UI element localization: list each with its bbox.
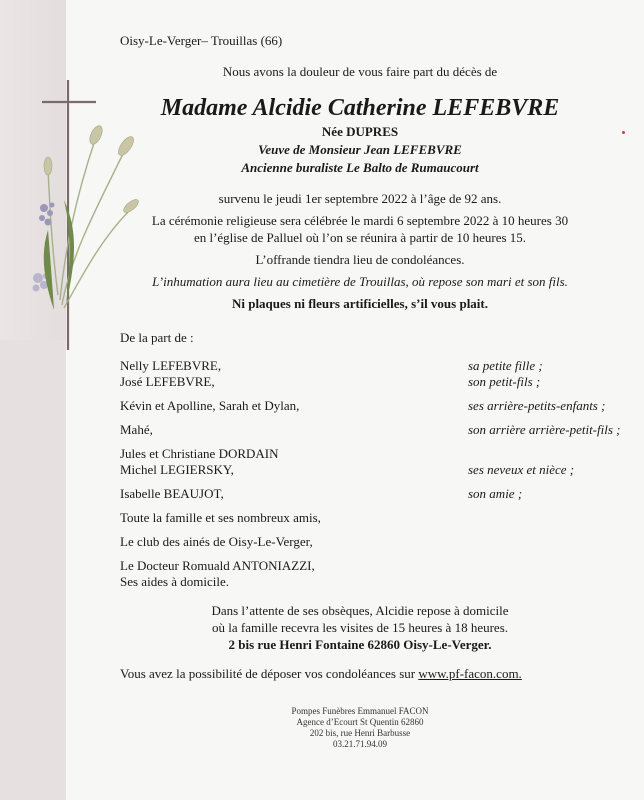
footer-phone: 03.21.71.94.09 [333, 739, 387, 749]
family-relation: son arrière arrière-petit-fils ; [468, 422, 621, 437]
decorative-side-band-lower [0, 340, 66, 800]
occupation: Ancienne buraliste Le Balto de Rumaucourt [241, 160, 479, 175]
footer-company: Pompes Funèbres Emmanuel FACON [291, 706, 429, 716]
intro-text: Nous avons la douleur de vous faire part du décès de [222, 64, 498, 79]
burial-text: L’inhumation aura lieu au cimetière de Trouillas, où repose son mari et son fils. [152, 274, 568, 289]
family-name: Michel LEGIERSKY, [120, 462, 234, 477]
family-relation: ses neveux et nièce ; [468, 462, 575, 477]
maiden-name: Née DUPRES [321, 124, 399, 139]
family-name: Le Docteur Romuald ANTONIAZZI, [120, 558, 315, 573]
condolences-text [120, 666, 522, 682]
widow-of: Veuve de Monsieur Jean LEFEBVRE [258, 142, 462, 157]
family-relation: ses arrière-petits-enfants ; [468, 398, 606, 413]
deceased-name: Madame Alcidie Catherine LEFEBVRE [160, 95, 560, 121]
condolences-label: Vous avez la possibilité de déposer vos condoléances sur [120, 666, 419, 681]
home-address: 2 bis rue Henri Fontaine 62860 Oisy-Le-Verger. [228, 637, 492, 652]
header-location: Oisy-Le-Verger– Trouillas (66) [120, 33, 283, 48]
family-relation: sa petite fille ; [468, 358, 543, 373]
family-name: Ses aides à domicile. [120, 574, 230, 589]
family-relation: son petit-fils ; [468, 374, 541, 389]
footer-street: 202 bis, rue Henri Barbusse [309, 728, 411, 738]
stray-mark [622, 131, 625, 134]
from-label: De la part de : [120, 330, 194, 345]
family-name: Kévin et Apolline, Sarah et Dylan, [120, 398, 300, 413]
family-name: José LEFEBVRE, [120, 374, 215, 389]
family-name: Toute la famille et ses nombreux amis, [120, 510, 321, 525]
ceremony-line-1: La cérémonie religieuse sera célébrée le mardi 6 septembre 2022 à 10 heures 30 [151, 213, 569, 228]
footer-agency: Agence d’Ecourt St Quentin 62860 [296, 717, 424, 727]
ceremony-line-2: en l’église de Palluel où l’on se réunira à partir de 10 heures 15. [193, 230, 527, 245]
visits-line-1: Dans l’attente de ses obsèques, Alcidie repose à domicile [211, 603, 509, 618]
flowers-notice: Ni plaques ni fleurs artificielles, s’il vous plait. [231, 296, 489, 311]
family-name: Le club des ainés de Oisy-Le-Verger, [120, 534, 313, 549]
family-name: Mahé, [120, 422, 153, 437]
visits-line-2: où la famille recevra les visites de 15 heures à 18 heures. [212, 620, 508, 635]
family-relation: son amie ; [468, 486, 523, 501]
family-name: Nelly LEFEBVRE, [120, 358, 222, 373]
offering-text: L’offrande tiendra lieu de condoléances. [255, 252, 465, 267]
family-name: Jules et Christiane DORDAIN [120, 446, 279, 461]
death-date-text: survenu le jeudi 1er septembre 2022 à l’âge de 92 ans. [218, 191, 502, 206]
condolences-link[interactable]: www.pf-facon.com. [418, 666, 522, 681]
family-name: Isabelle BEAUJOT, [120, 486, 224, 501]
